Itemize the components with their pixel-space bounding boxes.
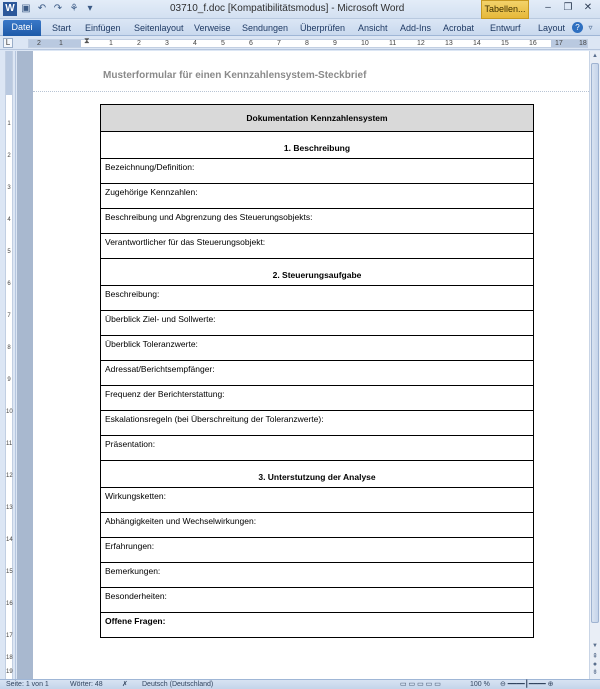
- ruler-number: 10: [361, 40, 369, 47]
- ruler-number: 14: [473, 40, 481, 47]
- title-bar: [0, 0, 600, 19]
- ruler-number: 1: [59, 40, 63, 47]
- tab-entwurf[interactable]: Entwurf: [490, 23, 521, 33]
- ruler-number: 13: [445, 40, 453, 47]
- top-margin-area: [6, 51, 12, 95]
- vertical-ruler-bar: [5, 51, 13, 679]
- ruler-number: 18: [579, 40, 587, 47]
- table-row[interactable]: Bezeichnung/Definition:: [101, 159, 534, 184]
- status-zoom[interactable]: 100 %: [470, 681, 490, 688]
- tab-sendungen[interactable]: Sendungen: [242, 23, 289, 33]
- vruler-number: 18: [6, 655, 13, 661]
- ruler-number: 15: [501, 40, 509, 47]
- table-row[interactable]: Abhängigkeiten und Wechselwirkungen:: [101, 513, 534, 538]
- quick-access-toolbar: [20, 3, 96, 16]
- status-language[interactable]: Deutsch (Deutschland): [142, 681, 214, 688]
- tab-layout[interactable]: Layout: [538, 23, 566, 33]
- vruler-number: 16: [6, 601, 13, 607]
- table-row[interactable]: Zugehörige Kennzahlen:: [101, 184, 534, 209]
- window-controls: [539, 1, 597, 15]
- word-app-icon[interactable]: W: [3, 2, 17, 16]
- ruler-number: 16: [529, 40, 537, 47]
- tab-start[interactable]: Start: [52, 23, 72, 33]
- ruler-number: 17: [555, 40, 563, 47]
- ruler-number: 12: [417, 40, 425, 47]
- vruler-number: 1: [7, 121, 11, 127]
- save-icon[interactable]: ▣: [21, 3, 31, 14]
- table-row[interactable]: Erfahrungen:: [101, 538, 534, 563]
- window-title: 03710_f.doc [Kompatibilitätsmodus] - Microsoft Word: [170, 3, 405, 14]
- tab-ansicht[interactable]: Ansicht: [358, 23, 388, 33]
- horizontal-ruler[interactable]: [0, 36, 600, 50]
- undo-icon[interactable]: ↶: [37, 3, 47, 14]
- ruler-number: 2: [137, 40, 141, 47]
- table-row[interactable]: Überblick Toleranzwerte:: [101, 336, 534, 361]
- help-icon[interactable]: ?: [572, 22, 583, 33]
- vruler-number: 4: [7, 217, 11, 223]
- browse-object-icon[interactable]: ⇞ ● ⇟: [592, 653, 598, 676]
- vertical-ruler[interactable]: [0, 51, 16, 679]
- tab-file[interactable]: Datei: [3, 20, 41, 36]
- restore-icon[interactable]: ❐: [563, 2, 573, 13]
- vruler-number: 19: [6, 669, 13, 675]
- tab-acrobat[interactable]: Acrobat: [443, 23, 475, 33]
- table-row[interactable]: Wirkungsketten:: [101, 488, 534, 513]
- page-header-title: Musterformular für einen Kennzahlensystem-Steckbrief: [103, 70, 367, 81]
- format-painter-icon[interactable]: ⚘: [69, 3, 79, 14]
- tab-verweise[interactable]: Verweise: [194, 23, 231, 33]
- vruler-number: 5: [7, 249, 11, 255]
- vruler-number: 17: [6, 633, 13, 639]
- vruler-number: 3: [7, 185, 11, 191]
- vruler-number: 14: [6, 537, 13, 543]
- table-row[interactable]: Offene Fragen:: [101, 613, 534, 638]
- ruler-bar: [28, 36, 588, 48]
- scroll-down-icon[interactable]: ▼: [592, 643, 598, 649]
- ruler-number: 8: [305, 40, 309, 47]
- close-icon[interactable]: ✕: [583, 2, 593, 13]
- tab-add-ins[interactable]: Add-Ins: [400, 23, 432, 33]
- table-row[interactable]: Präsentation:: [101, 436, 534, 461]
- customize-qat-icon[interactable]: ▾: [87, 3, 93, 14]
- expand-ribbon-icon[interactable]: ▿: [588, 23, 593, 32]
- ruler-number: 1: [109, 40, 113, 47]
- tab-einfuegen[interactable]: Einfügen: [85, 23, 121, 33]
- ruler-number: 9: [333, 40, 337, 47]
- section-heading-3[interactable]: 3. Unterstutzung der Analyse: [101, 461, 534, 488]
- document-canvas[interactable]: [17, 51, 589, 679]
- vruler-number: 12: [6, 473, 13, 479]
- view-buttons-icon[interactable]: ▭ ▭ ▭ ▭ ▭: [400, 681, 441, 688]
- vruler-number: 9: [7, 377, 11, 383]
- minimize-icon[interactable]: –: [545, 2, 551, 13]
- vruler-number: 6: [7, 281, 11, 287]
- header-divider: [33, 91, 589, 92]
- vruler-number: 10: [6, 409, 13, 415]
- status-page[interactable]: Seite: 1 von 1: [6, 681, 49, 688]
- section-heading-1[interactable]: 1. Beschreibung: [101, 132, 534, 159]
- table-row[interactable]: Verantwortlicher für das Steuerungsobjekt:: [101, 234, 534, 259]
- tab-ueberpruefen[interactable]: Überprüfen: [300, 23, 346, 33]
- redo-icon[interactable]: ↷: [53, 3, 63, 14]
- table-row[interactable]: Beschreibung und Abgrenzung des Steuerungsobjekts:: [101, 209, 534, 234]
- vruler-number: 11: [6, 441, 13, 447]
- tab-selector-icon[interactable]: L: [3, 38, 13, 48]
- scroll-up-icon[interactable]: ▲: [592, 53, 598, 59]
- scrollbar-thumb[interactable]: [591, 63, 599, 623]
- profile-table[interactable]: [100, 104, 534, 638]
- table-row[interactable]: Beschreibung:: [101, 286, 534, 311]
- ruler-number: 6: [249, 40, 253, 47]
- status-words[interactable]: Wörter: 48: [70, 681, 103, 688]
- section-heading-2[interactable]: 2. Steuerungsaufgabe: [101, 259, 534, 286]
- tab-seitenlayout[interactable]: Seitenlayout: [134, 23, 184, 33]
- vruler-number: 2: [7, 153, 11, 159]
- table-row[interactable]: Überblick Ziel- und Sollwerte:: [101, 311, 534, 336]
- table-row[interactable]: Eskalationsregeln (bei Überschreitung der Toleranzwerte):: [101, 411, 534, 436]
- table-tools-context-tab[interactable]: Tabellen...: [481, 0, 529, 19]
- table-row[interactable]: Frequenz der Berichterstattung:: [101, 386, 534, 411]
- ruler-number: 2: [37, 40, 41, 47]
- vruler-number: 15: [6, 569, 13, 575]
- vruler-number: 13: [6, 505, 13, 511]
- table-row[interactable]: Bemerkungen:: [101, 563, 534, 588]
- indent-marker-icon[interactable]: ⧗: [84, 36, 90, 45]
- ruler-number: 5: [221, 40, 225, 47]
- ruler-number: 3: [165, 40, 169, 47]
- zoom-slider[interactable]: ⊖ ━━━━┃━━━━ ⊕: [500, 681, 554, 688]
- ruler-number: 7: [277, 40, 281, 47]
- status-bar: [0, 679, 600, 689]
- document-page[interactable]: [33, 51, 589, 679]
- ruler-number: 4: [193, 40, 197, 47]
- table-row[interactable]: Besonderheiten:: [101, 588, 534, 613]
- table-row[interactable]: Adressat/Berichtsempfänger:: [101, 361, 534, 386]
- table-title[interactable]: Dokumentation Kennzahlensystem: [101, 105, 534, 132]
- proofing-error-icon[interactable]: ✗: [122, 681, 128, 688]
- vruler-number: 8: [7, 345, 11, 351]
- ribbon-tab-bar: [0, 19, 600, 36]
- vertical-scrollbar[interactable]: [589, 51, 600, 679]
- ruler-number: 11: [389, 40, 397, 47]
- vruler-number: 7: [7, 313, 11, 319]
